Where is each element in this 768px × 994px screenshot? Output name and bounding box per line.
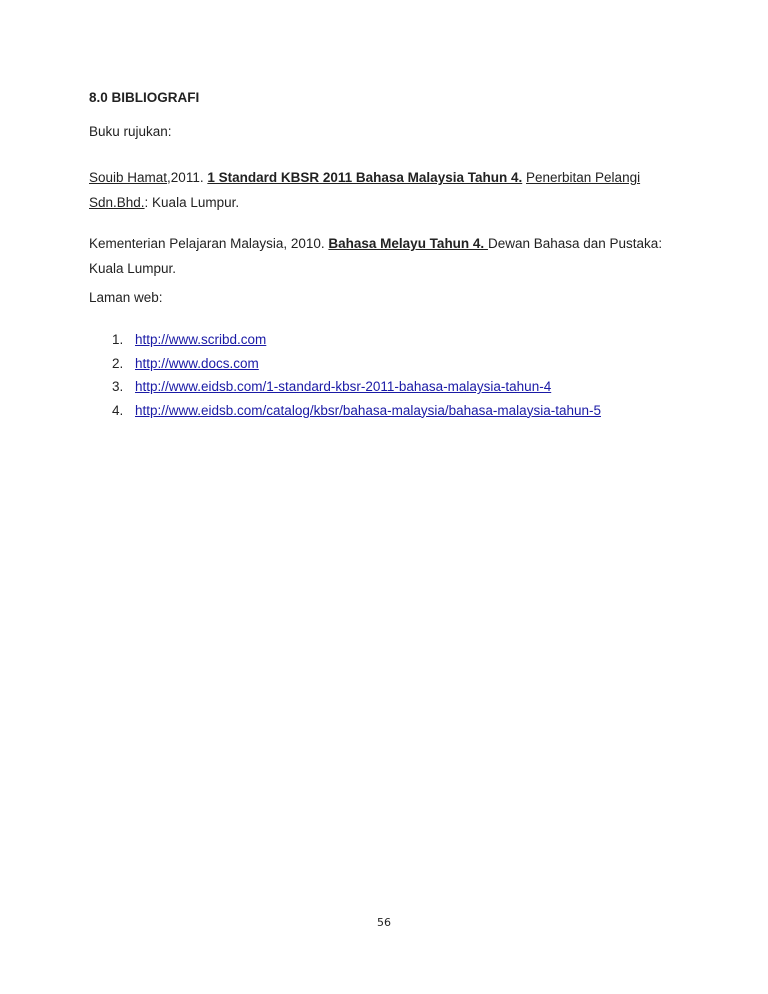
list-number: 2. [112,355,124,371]
website-link[interactable]: http://www.scribd.com [135,332,267,347]
list-item [112,354,601,378]
list-number: 3. [112,379,124,394]
page-number: 56 [377,916,391,929]
ref1-publisher: Penerbitan Pelangi [526,170,641,185]
website-link[interactable]: http://www.eidsb.com/1-standard-kbsr-2011-bahasa-malaysia-tahun-4 [135,379,552,394]
list-number: 4. [112,402,124,418]
ref1-title: 1 Standard KBSR 2011 Bahasa Malaysia Tahun 4. [207,170,523,185]
ref2-place: Kuala Lumpur. [89,261,177,276]
website-list [112,330,601,424]
ref1-place: : Kuala Lumpur. [144,195,240,210]
ref1-year: ,2011. [167,170,208,185]
section-heading: 8.0 BIBLIOGRAFI [89,90,200,105]
website-link[interactable]: http://www.eidsb.com/catalog/kbsr/bahasa-malaysia/bahasa-malaysia-tahun-5 [135,402,601,418]
ref2-publisher: Dewan Bahasa dan Pustaka: [487,236,663,251]
ref1-publisher-suffix: Sdn.Bhd. [89,195,145,210]
ref2-title: Bahasa Melayu Tahun 4. [328,236,488,251]
ref1-author: Souib Hamat [89,170,168,185]
ref2-author: Kementerian Pelajaran Malaysia, 2010. [89,236,329,251]
web-label: Laman web: [89,290,163,305]
list-item [112,330,601,354]
website-link[interactable]: http://www.docs.com [135,355,259,371]
list-item [112,401,601,425]
reference-1 [89,165,709,215]
books-label: Buku rujukan: [89,124,172,139]
reference-2 [89,231,709,281]
list-number: 1. [112,332,124,347]
list-item [112,377,601,401]
